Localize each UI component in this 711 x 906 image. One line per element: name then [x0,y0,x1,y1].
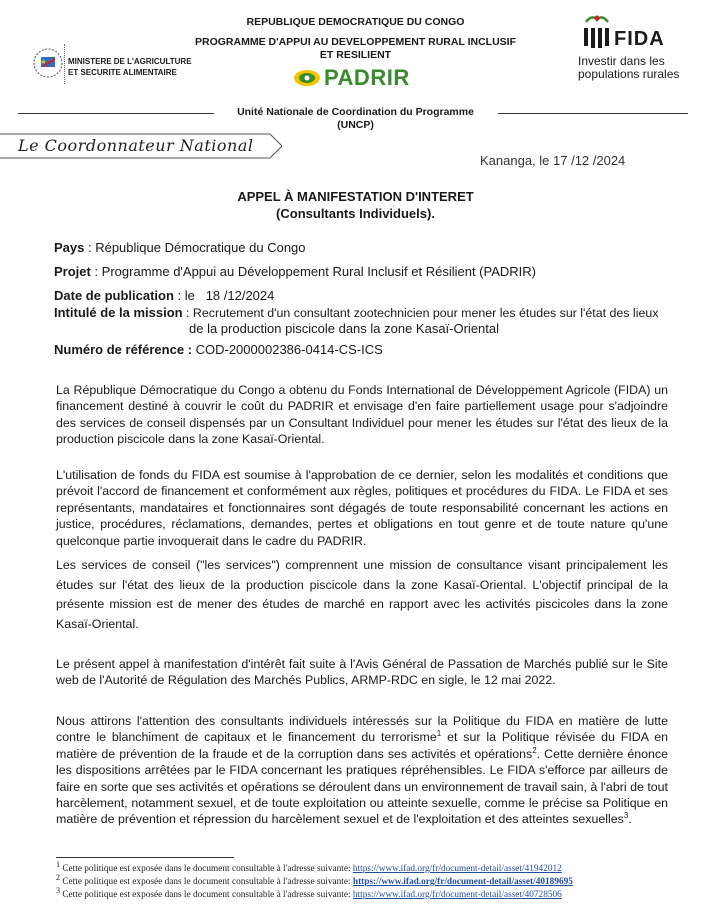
field-reference [54,342,383,357]
ministry-seal-icon [32,46,64,80]
programme-name-line2: ET RESILIENT [319,49,392,61]
field-date-value: : le 18 /12/2024 [173,288,275,303]
field-projet-value: : Programme d'Appui au Développement Rural Inclusif et Résilient (PADRIR) [90,264,536,279]
ministry-name-line2: ET SECURITE ALIMENTAIRE [68,68,177,77]
footnote-2 [56,872,573,887]
padrir-emblem-icon [292,69,322,87]
paragraph-fida-approval: L'utilisation de fonds du FIDA est soumise à l'approbation de ce dernier, selon les modalités et conditions que prévoit l'accord de financement et conformément aux règles, politiques et procédures du FIDA. Le FIDA et ses représentants, mandataires et fonctionnaires sont dégagés de toute responsabilité concernant les actions en justice, procédures, réclamations, demandes, pertes et obligations en tout genre et de toute nature qu'une quelconque partie invoquerait dans le cadre du PADRIR. [56,468,668,548]
field-projet [54,264,536,279]
paragraph-services: Les services de conseil ("les services") comprennent une mission de consultance visant principalement les études sur l'état des lieux de la production piscicole dans la zone Kasaï-Oriental. L'objectif principal de la présente mission est de mener des études de marché en rapport avec les activités piscicoles dans la zone Kasaï-Oriental. [56,558,668,631]
footnote-1-link[interactable]: https://www.ifad.org/fr/document-detail/asset/41942012 [352,864,562,874]
coordinator-title: Le Coordonnateur National [18,136,254,155]
footnote-2-link[interactable]: https://www.ifad.org/fr/document-detail/asset/40189695 [352,877,573,887]
footnote-3 [56,885,562,900]
footnote-ref-2[interactable]: 2 [532,745,537,755]
field-date [54,288,274,303]
letter-date: Kananga, le 17 /12 /2024 [480,153,626,168]
field-pays-label: Pays [54,240,85,255]
paragraph-policies-part-b: et sur la Politique révisée du FIDA en matière de prévention de la fraude et de la corruption dans ses activités et opérations [56,730,668,761]
field-pays [54,240,306,255]
field-mission-value-line2: de la production piscicole dans la zone Kasaï-Oriental [189,321,500,336]
footnote-1-text: Cette politique est exposée dans le document consultable à l'adresse suivante: [60,864,353,874]
ministry-separator [64,44,65,84]
paragraph-financing: La République Démocratique du Congo a obtenu du Fonds International de Développement Agricole (FIDA) un financement destiné à couvrir le coût du PADRIR et envisage d'en faire partiellement usage pour s'adjoindre des services de conseil dispensés par un Consultant Individuel pour mener les études sur l'état des lieux de la production piscicole dans la zone Kasaï-Oriental. [56,383,668,447]
fida-symbol-icon [580,12,614,52]
footnote-2-text: Cette politique est exposée dans le document consultable à l'adresse suivante: [60,877,353,887]
unit-name-line2: (UNCP) [337,119,374,131]
document-title: APPEL À MANIFESTATION D'INTERET [237,189,474,204]
footnote-3-number: 3 [56,885,60,895]
footnote-1-number: 1 [56,859,60,869]
paragraph-policies-part-c: . Cette dernière énonce les dispositions arrêtées par le FIDA concernant les pratiques répréhensibles. Le FIDA s'efforce par ailleurs de faire en sorte que ses activités et opérations se déroulent dans un environnement de travail sain, à l'abri de tout harcèlement, notamment sexuel, et de toute exploitation ou atteinte sexuelle, comme le précise sa Politique en matière de prévention et répression du harcèlement sexuel et de l'exploitation et des atteintes sexuelles [56,746,668,827]
fida-wordmark: FIDA [614,28,665,50]
unit-name-line1: Unité Nationale de Coordination du Programme [237,106,474,118]
field-mission [54,305,684,320]
padrir-wordmark: PADRIR [324,65,410,90]
field-reference-label: Numéro de référence : [54,342,192,357]
field-date-label: Date de publication [54,288,174,303]
paragraph-policies-part-d: . [628,812,632,827]
field-reference-value: COD-2000002386-0414-CS-ICS [192,342,383,357]
fida-logo [578,12,698,80]
footnote-ref-3[interactable]: 3 [623,811,629,821]
republic-heading: REPUBLIQUE DEMOCRATIQUE DU CONGO [246,16,465,28]
footnote-ref-1[interactable]: 1 [436,729,442,739]
ministry-name-line1: MINISTERE DE L'AGRICULTURE [68,57,192,66]
field-mission-value-line1: : Recrutement d'un consultant zootechnicien pour mener les études sur l'état des lieux [182,306,659,320]
programme-name-line1: PROGRAMME D'APPUI AU DEVELOPPEMENT RURAL INCLUSIF [194,36,516,48]
header-rule-right [498,113,688,114]
paragraph-general-notice: Le présent appel à manifestation d'intérêt fait suite à l'Avis Général de Passation de Marchés publié sur le Site web de l'Autorité de Régulation des Marchés Publics, ARMP-RDC en sigle, le 12 mai 2022. [56,657,668,688]
footnote-1 [56,859,562,874]
footnote-3-text: Cette politique est exposée dans le document consultable à l'adresse suivante: [60,890,353,900]
padrir-logo [292,67,452,91]
footnote-rule [56,857,234,858]
footnote-2-number: 2 [56,872,60,882]
field-mission-label: Intitulé de la mission [54,305,183,320]
field-pays-value: : République Démocratique du Congo [84,240,306,255]
document-subtitle: (Consultants Individuels). [276,206,435,221]
field-projet-label: Projet [54,264,91,279]
paragraph-policies [56,713,668,828]
fida-tagline-line1: Investir dans les [578,54,665,68]
footnote-3-link[interactable]: https://www.ifad.org/fr/document-detail/asset/40728506 [352,890,562,900]
paragraph-policies-part-a: Nous attirons l'attention des consultants individuels intéressés sur la Politique du FIDA en matière de lutte contre le blanchiment de capitaux et le financement du terrorisme [56,714,668,745]
fida-tagline-line2: populations rurales [578,67,680,81]
